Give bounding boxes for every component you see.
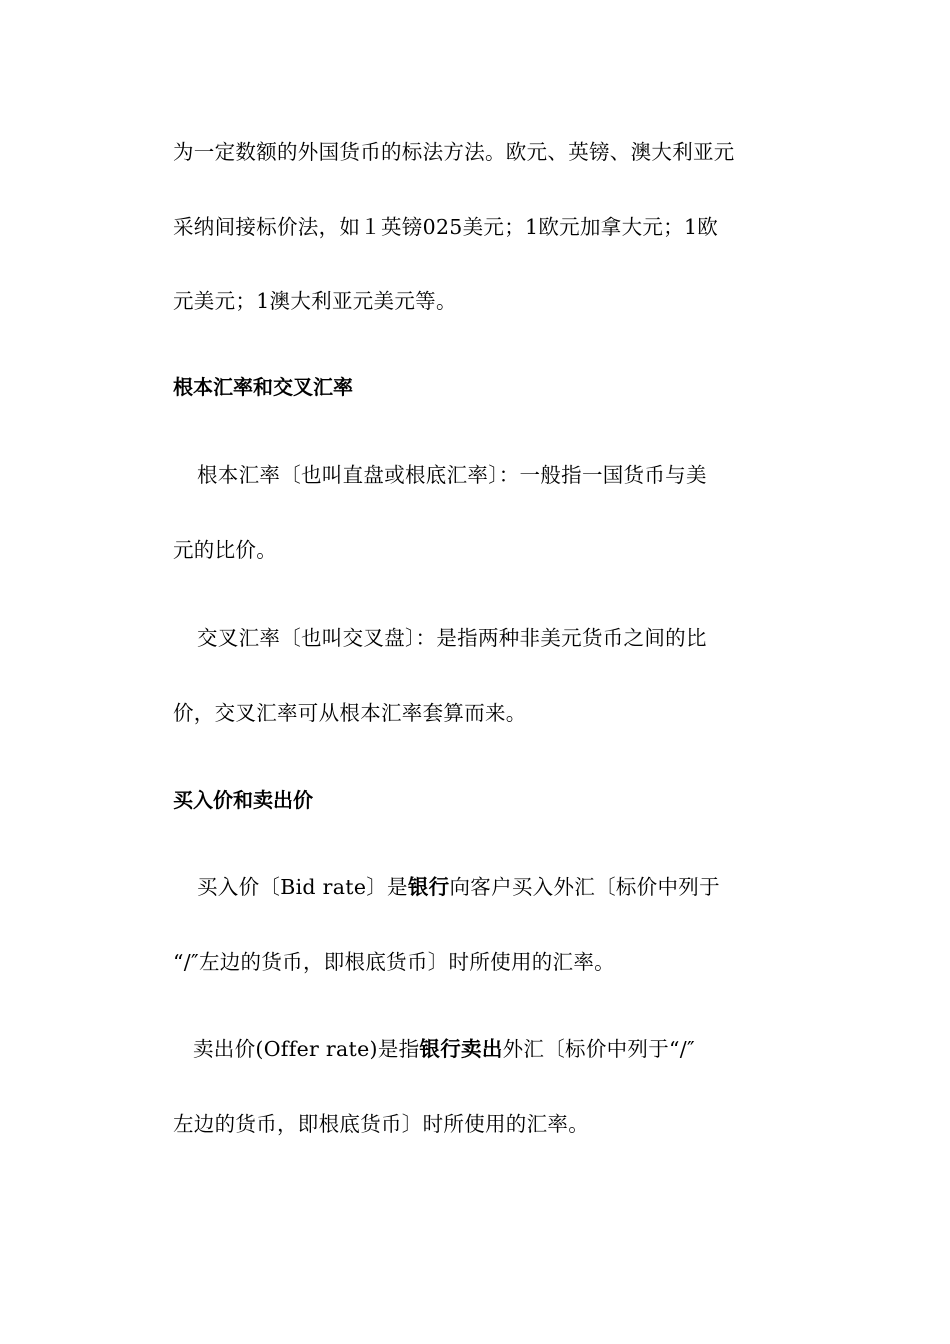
offer-rate-text-post: 外汇〔标价中列于“/″ <box>502 1037 695 1061</box>
bid-rate-line-1 <box>173 873 807 901</box>
offer-rate-line-1 <box>173 1035 803 1063</box>
section-heading-base-cross-rate: 根本汇率和交叉汇率 <box>173 375 353 399</box>
cross-rate-line-2: 价，交叉汇率可从根本汇率套算而来。 <box>173 701 527 725</box>
bid-rate-bold-bank: 银行 <box>407 875 450 899</box>
base-rate-line-1: 根本汇率〔也叫直盘或根底汇率〕：一般指一国货币与美 <box>197 463 707 487</box>
bid-rate-text-pre: 买入价〔Bid rate〕是 <box>197 875 408 899</box>
section-heading-bid-offer: 买入价和卖出价 <box>173 788 313 812</box>
offer-rate-line-2: 左边的货币，即根底货币〕时所使用的汇率。 <box>173 1112 589 1136</box>
base-rate-line-2: 元的比价。 <box>173 538 277 562</box>
intro-line-3: 元美元；1澳大利亚元美元等。 <box>173 289 457 313</box>
intro-line-1: 为一定数额的外国货币的标法方法。欧元、英镑、澳大利亚元 <box>173 140 735 164</box>
intro-line-2: 采纳间接标价法，如１英镑025美元；1欧元加拿大元；1欧 <box>173 215 719 239</box>
offer-rate-text-pre: 卖出价(Offer rate)是指 <box>193 1037 420 1061</box>
bid-rate-text-post: 向客户买入外汇〔标价中列于 <box>449 875 720 899</box>
offer-rate-bold-bank-sell: 银行卖出 <box>419 1037 503 1061</box>
cross-rate-line-1: 交叉汇率〔也叫交叉盘〕：是指两种非美元货币之间的比 <box>197 626 707 650</box>
bid-rate-line-2: “/″左边的货币，即根底货币〕时所使用的汇率。 <box>173 950 615 974</box>
